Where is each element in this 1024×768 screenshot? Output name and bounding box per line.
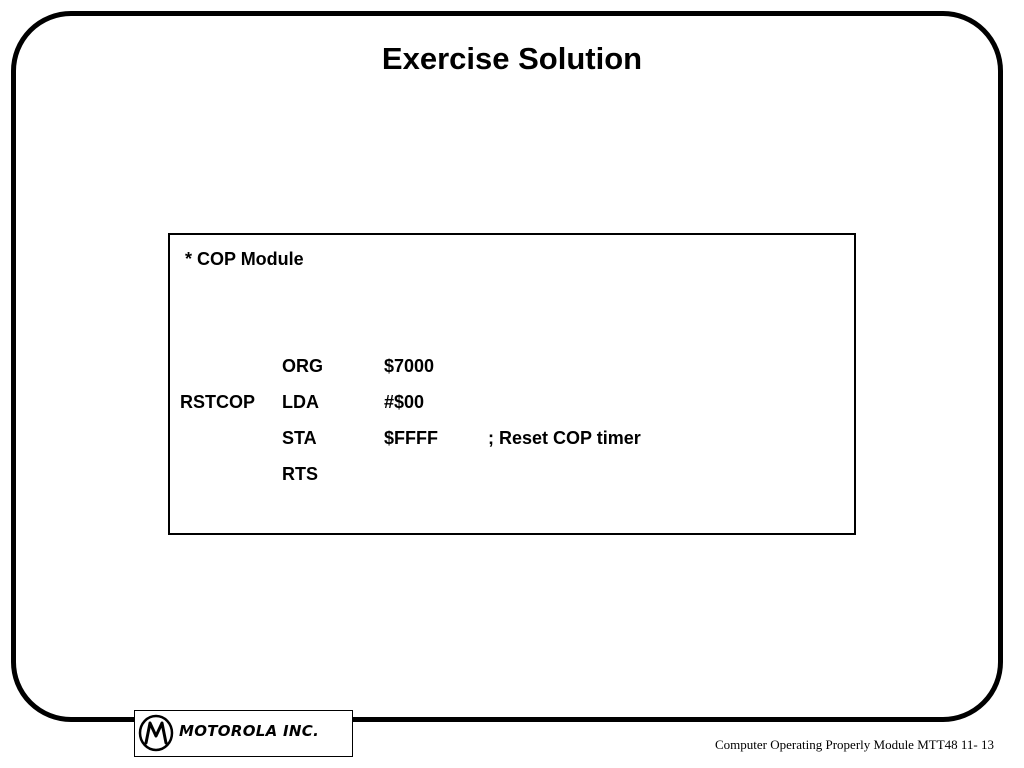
code-operand: $7000 <box>384 356 435 376</box>
code-row <box>170 464 854 488</box>
code-row <box>170 392 854 416</box>
logo-text: MOTOROLA INC. <box>179 722 320 740</box>
code-opcode: ORG <box>282 356 324 376</box>
motorola-logo <box>134 710 353 757</box>
code-comment: ; Reset COP timer <box>488 428 641 448</box>
code-row <box>170 428 854 452</box>
footer-caption: Computer Operating Properly Module MTT48 11- 13 <box>715 737 994 752</box>
code-listing <box>168 233 856 535</box>
slide-title: Exercise Solution <box>381 41 643 76</box>
code-opcode: LDA <box>282 392 319 412</box>
code-operand: $FFFF <box>384 428 438 448</box>
code-header: * COP Module <box>185 249 304 269</box>
code-label: RSTCOP <box>180 392 256 412</box>
code-opcode: STA <box>282 428 317 448</box>
code-opcode: RTS <box>282 464 318 484</box>
motorola-batwing-icon <box>137 714 175 752</box>
code-operand: #$00 <box>384 392 425 412</box>
code-row <box>170 356 854 380</box>
